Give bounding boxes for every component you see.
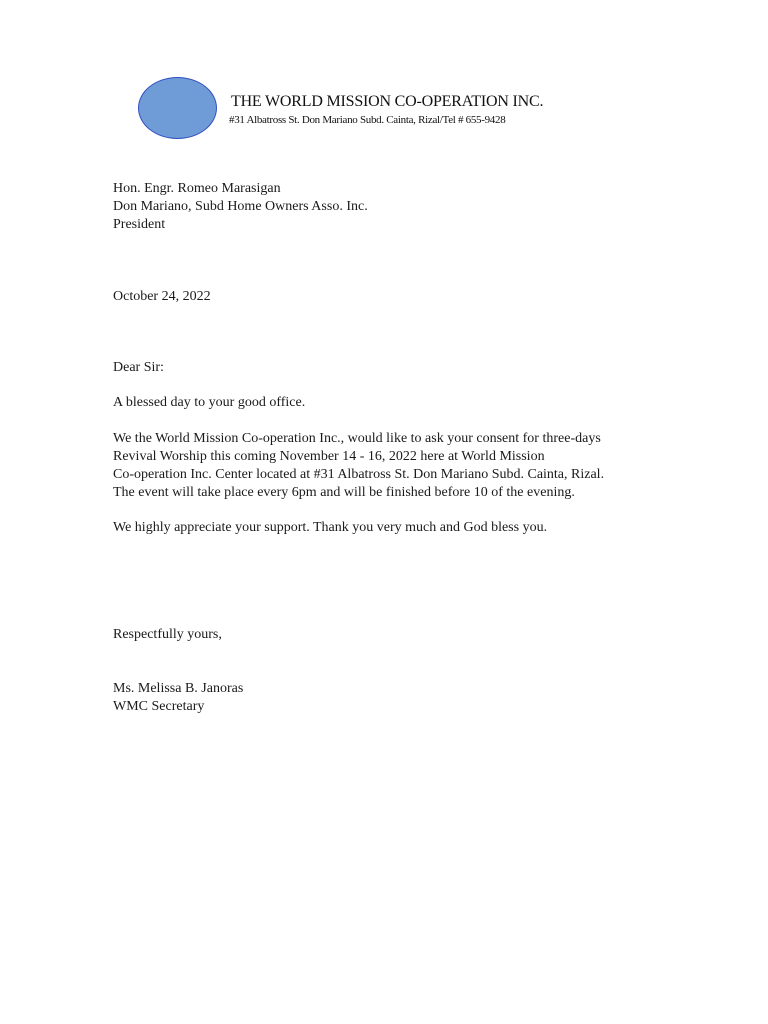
recipient-organization: Don Mariano, Subd Home Owners Asso. Inc. — [113, 199, 368, 214]
thanks-paragraph: We highly appreciate your support. Thank you very much and God bless you. — [113, 520, 548, 535]
logo-oval — [138, 77, 217, 139]
recipient-name: Hon. Engr. Romeo Marasigan — [113, 181, 281, 196]
letter-date: October 24, 2022 — [113, 289, 211, 304]
greeting-line: A blessed day to your good office. — [113, 395, 306, 410]
org-address: #31 Albatross St. Don Mariano Subd. Cainta, Rizal/Tel # 655-9428 — [229, 114, 506, 126]
recipient-position: President — [113, 217, 166, 232]
org-name: THE WORLD MISSION CO-OPERATION INC. — [231, 93, 544, 110]
body-paragraph-line: We the World Mission Co-operation Inc., would like to ask your consent for three-days — [113, 431, 601, 446]
body-paragraph-line: The event will take place every 6pm and will be finished before 10 of the evening. — [113, 485, 575, 500]
signatory-title: WMC Secretary — [113, 699, 205, 714]
salutation: Dear Sir: — [113, 360, 164, 375]
signatory-name: Ms. Melissa B. Janoras — [113, 681, 244, 696]
body-paragraph-line: Revival Worship this coming November 14 - 16, 2022 here at World Mission — [113, 449, 545, 464]
body-paragraph-line: Co-operation Inc. Center located at #31 Albatross St. Don Mariano Subd. Cainta, Rizal. — [113, 467, 605, 482]
closing: Respectfully yours, — [113, 627, 222, 642]
